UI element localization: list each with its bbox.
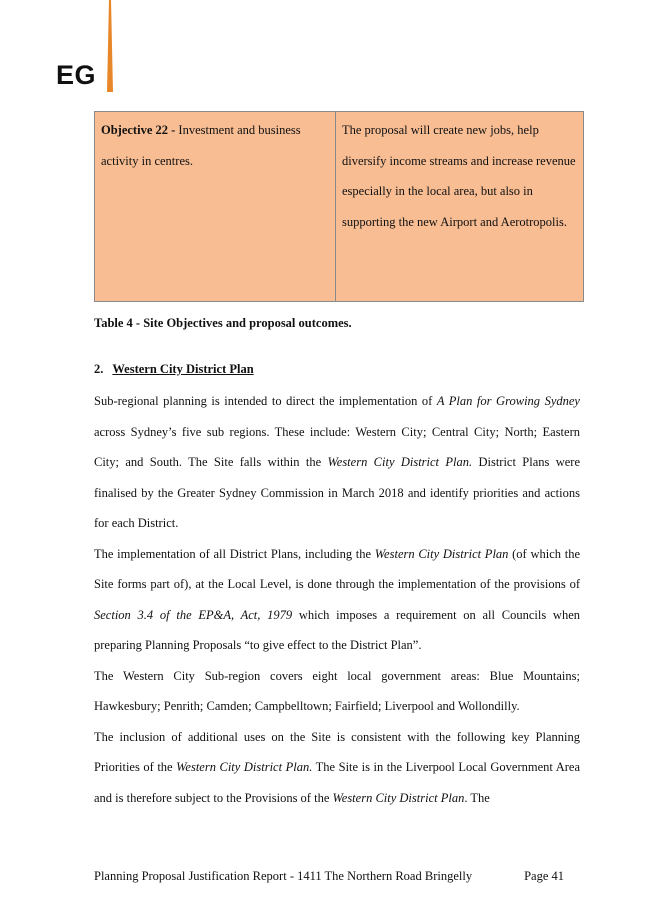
paragraph-4-text-e: . The [464,790,490,805]
paragraph-2-italic-b: Western City District Plan [374,546,509,561]
paragraph-4-italic-d: Western City District Plan [332,790,465,805]
outcome-cell [336,112,583,301]
table-caption: Table 4 - Site Objectives and proposal outcomes. [94,316,352,330]
paragraph-4 [94,722,580,814]
paragraph-1 [94,386,580,539]
outcome-text: The proposal will create new jobs, help diversify income streams and increase revenue especially in the local area, but also in supporting the new Airport and Aerotropolis. [342,123,576,229]
paragraph-4-text-c: The Site is in the Liverpool Local Government Area and is therefore subject to the Provisions of the [94,760,581,805]
paragraph-1-text-e: District Plans were finalised by the Greater Sydney Commission in March 2018 and identify priorities and actions for each District. [94,455,581,530]
company-logo [56,0,126,95]
section-title: Western City District Plan [112,362,254,376]
objective-cell [95,112,336,301]
section-heading [94,362,254,377]
footer-report-title: Planning Proposal Justification Report - 1411 The Northern Road Bringelly [94,869,473,883]
paragraph-2-italic-d: Section 3.4 of the EP&A, Act, 1979 [94,607,293,622]
footer-page-number: Page 41 [524,869,564,883]
paragraph-2-text-a: The implementation of all District Plans, including the [94,546,375,561]
objective-text: Investment and business activity in centres. [101,123,301,168]
logo-text: EG [56,60,97,90]
paragraph-1-text-a: Sub-regional planning is intended to direct the implementation of [94,394,437,408]
paragraph-1-italic-b: A Plan for Growing Sydney [436,394,580,408]
paragraph-2 [94,539,580,661]
objective-label: Objective 22 - [101,123,176,137]
body-text [94,386,580,813]
paragraph-4-text-a: The inclusion of additional uses on the Site is consistent with the following key Planning Priorities of the [94,729,580,774]
section-number: 2. [94,362,104,376]
paragraph-4-italic-b: Western City District Plan. [176,760,313,774]
objectives-table [94,111,584,302]
paragraph-2-text-c: (of which the Site forms part of), at the Local Level, is done through the implementation of the provisions of [94,546,580,591]
paragraph-1-italic-d: Western City District Plan. [327,455,473,469]
paragraph-2-text-e: which imposes a requirement on all Councils when preparing Planning Proposals “to give effect to the District Plan”. [94,607,580,652]
paragraph-1-text-c: across Sydney’s five sub regions. These include: Western City; Central City; North; Eastern City; and South. The Site falls within the [94,424,580,469]
logo-accent-bar-icon [105,0,115,92]
page-footer [94,869,564,884]
paragraph-3: The Western City Sub-region covers eight local government areas: Blue Mountains; Hawkesbury; Penrith; Camden; Campbelltown; Fairfield; Liverpool and Wollondilly. [94,668,580,713]
